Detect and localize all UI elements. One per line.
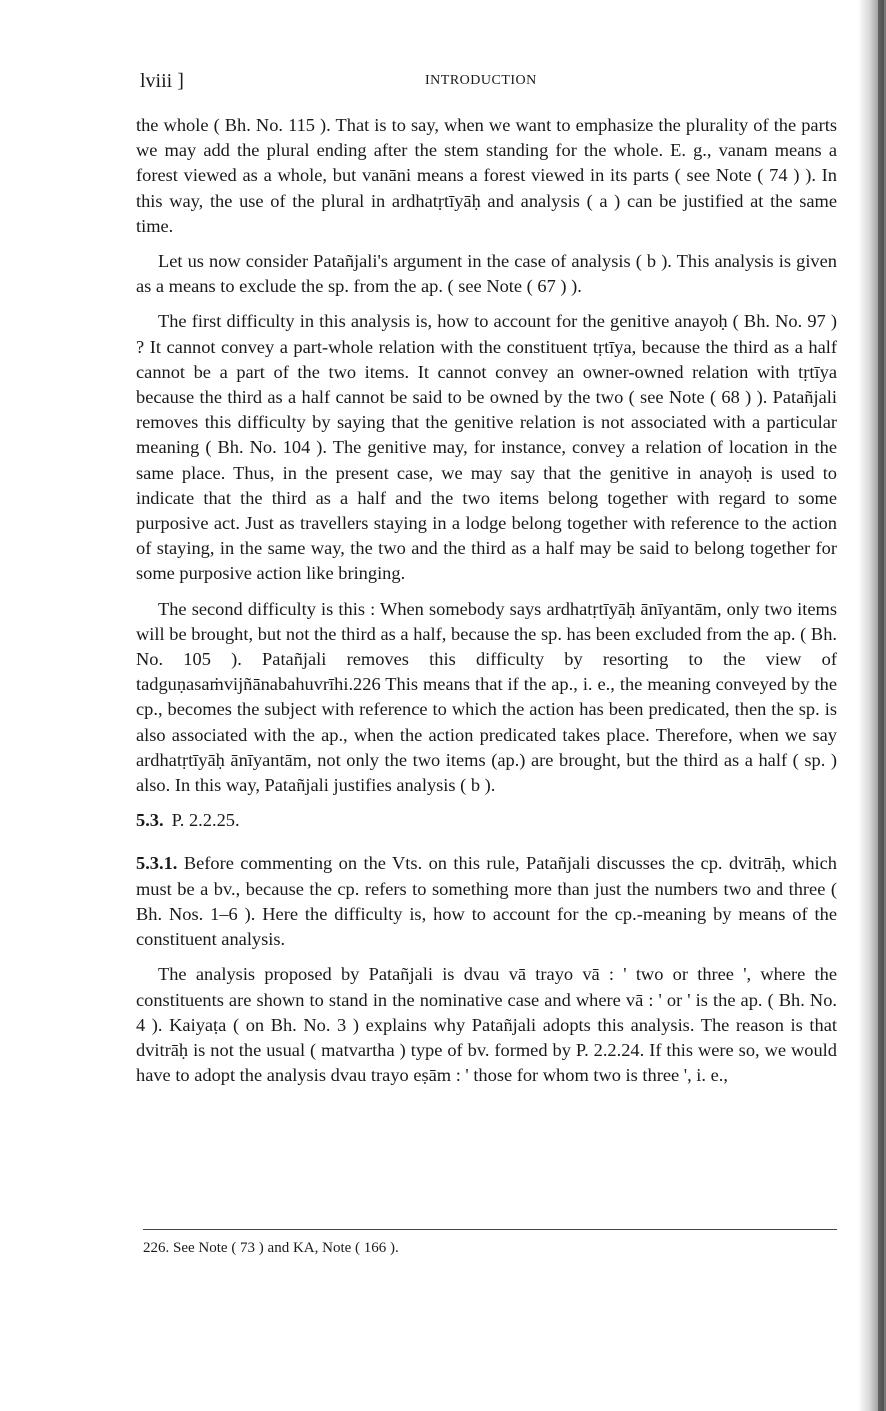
footnote: 226. See Note ( 73 ) and KA, Note ( 166 ). — [143, 1240, 399, 1256]
scan-edge-dark — [878, 0, 884, 1411]
footnote-divider — [143, 1229, 837, 1230]
running-head: INTRODUCTION — [425, 73, 537, 88]
paragraph-1: the whole ( Bh. No. 115 ). That is to say, when we want to emphasize the plurality of the parts we may add the plural ending after the stem standing for the whole. E. g., vanam means a forest viewed as a whole, but vanāni means a forest viewed in its parts ( see Note ( 74 ) ). In this way, the use of the plural in ardhatṛtīyāḥ and analysis ( a ) can be justified at the same time. — [136, 115, 837, 236]
subsection-text: Before commenting on the Vts. on this rule, Patañjali discusses the cp. dvitrāḥ, which must be a bv., because the cp. refers to something more than just the numbers two and three ( Bh. Nos. 1–6 ). Here the difficulty is, how to account for the cp.-meaning by means of the constituent analysis. — [136, 853, 838, 950]
section-title: P. 2.2.25. — [171, 810, 240, 831]
page-header — [140, 70, 840, 96]
page-number: lviii ] — [140, 70, 184, 92]
paragraph-3: The first difficulty in this analysis is, how to account for the genitive anayoḥ ( Bh. No. 97 ) ? It cannot convey a part-whole relation with the constituent tṛtīya, because the third as a half cannot be a part of the two items. It cannot convey an owner-owned relation with tṛtīya because the third as a half cannot be said to be owned by the two ( see Note ( 68 ) ). Patañjali removes this difficulty by saying that the genitive relation is not associated with a particular meaning ( Bh. No. 104 ). The genitive may, for instance, convey a relation of location in the same place. Thus, in the present case, we may say that the genitive in anayoḥ is used to indicate that the third as a half and the two items belong together with regard to some purposive act. Just as travellers staying in a lodge belong together with reference to the action of staying, in the same way, the two and the third as a half may be said to belong together for some purposive action like bringing. — [136, 311, 837, 584]
section-number: 5.3. — [136, 810, 164, 831]
subsection-paragraph — [136, 851, 837, 952]
body-text — [136, 113, 837, 1098]
section-heading — [136, 808, 837, 833]
paragraph-2: Let us now consider Patañjali's argument in the case of analysis ( b ). This analysis is given as a means to exclude the sp. from the ap. ( see Note ( 67 ) ). — [136, 251, 837, 297]
subsection-number: 5.3.1. — [136, 853, 178, 874]
paragraph-5: The analysis proposed by Patañjali is dvau vā trayo vā : ' two or three ', where the constituents are shown to stand in the nominative case and where vā : ' or ' is the ap. ( Bh. No. 4 ). Kaiyaṭa ( on Bh. No. 3 ) explains why Patañjali adopts this analysis. The reason is that dvitrāḥ is not the usual ( matvartha ) type of bv. formed by P. 2.2.24. If this were so, we would have to adopt the analysis dvau trayo eṣām : ' those for whom two is three ', i. e., — [136, 964, 837, 1086]
paragraph-4: The second difficulty is this : When somebody says ardhatṛtīyāḥ ānīyantām, only two items will be brought, but not the third as a half, because the sp. has been excluded from the ap. ( Bh. No. 105 ). Patañjali removes this difficulty by resorting to the view of tadguṇasaṁvijñānabahuvrīhi.226 This means that if the ap., i. e., the meaning conveyed by the cp., becomes the subject with reference to which the action has been predicated, then the sp. is also associated with the ap., when the action predicated takes place. Therefore, when we say ardhatṛtīyāḥ ānīyantām, not only the two items (ap.) are brought, but the third as a half ( sp. ) also. In this way, Patañjali justifies analysis ( b ). — [136, 598, 837, 796]
